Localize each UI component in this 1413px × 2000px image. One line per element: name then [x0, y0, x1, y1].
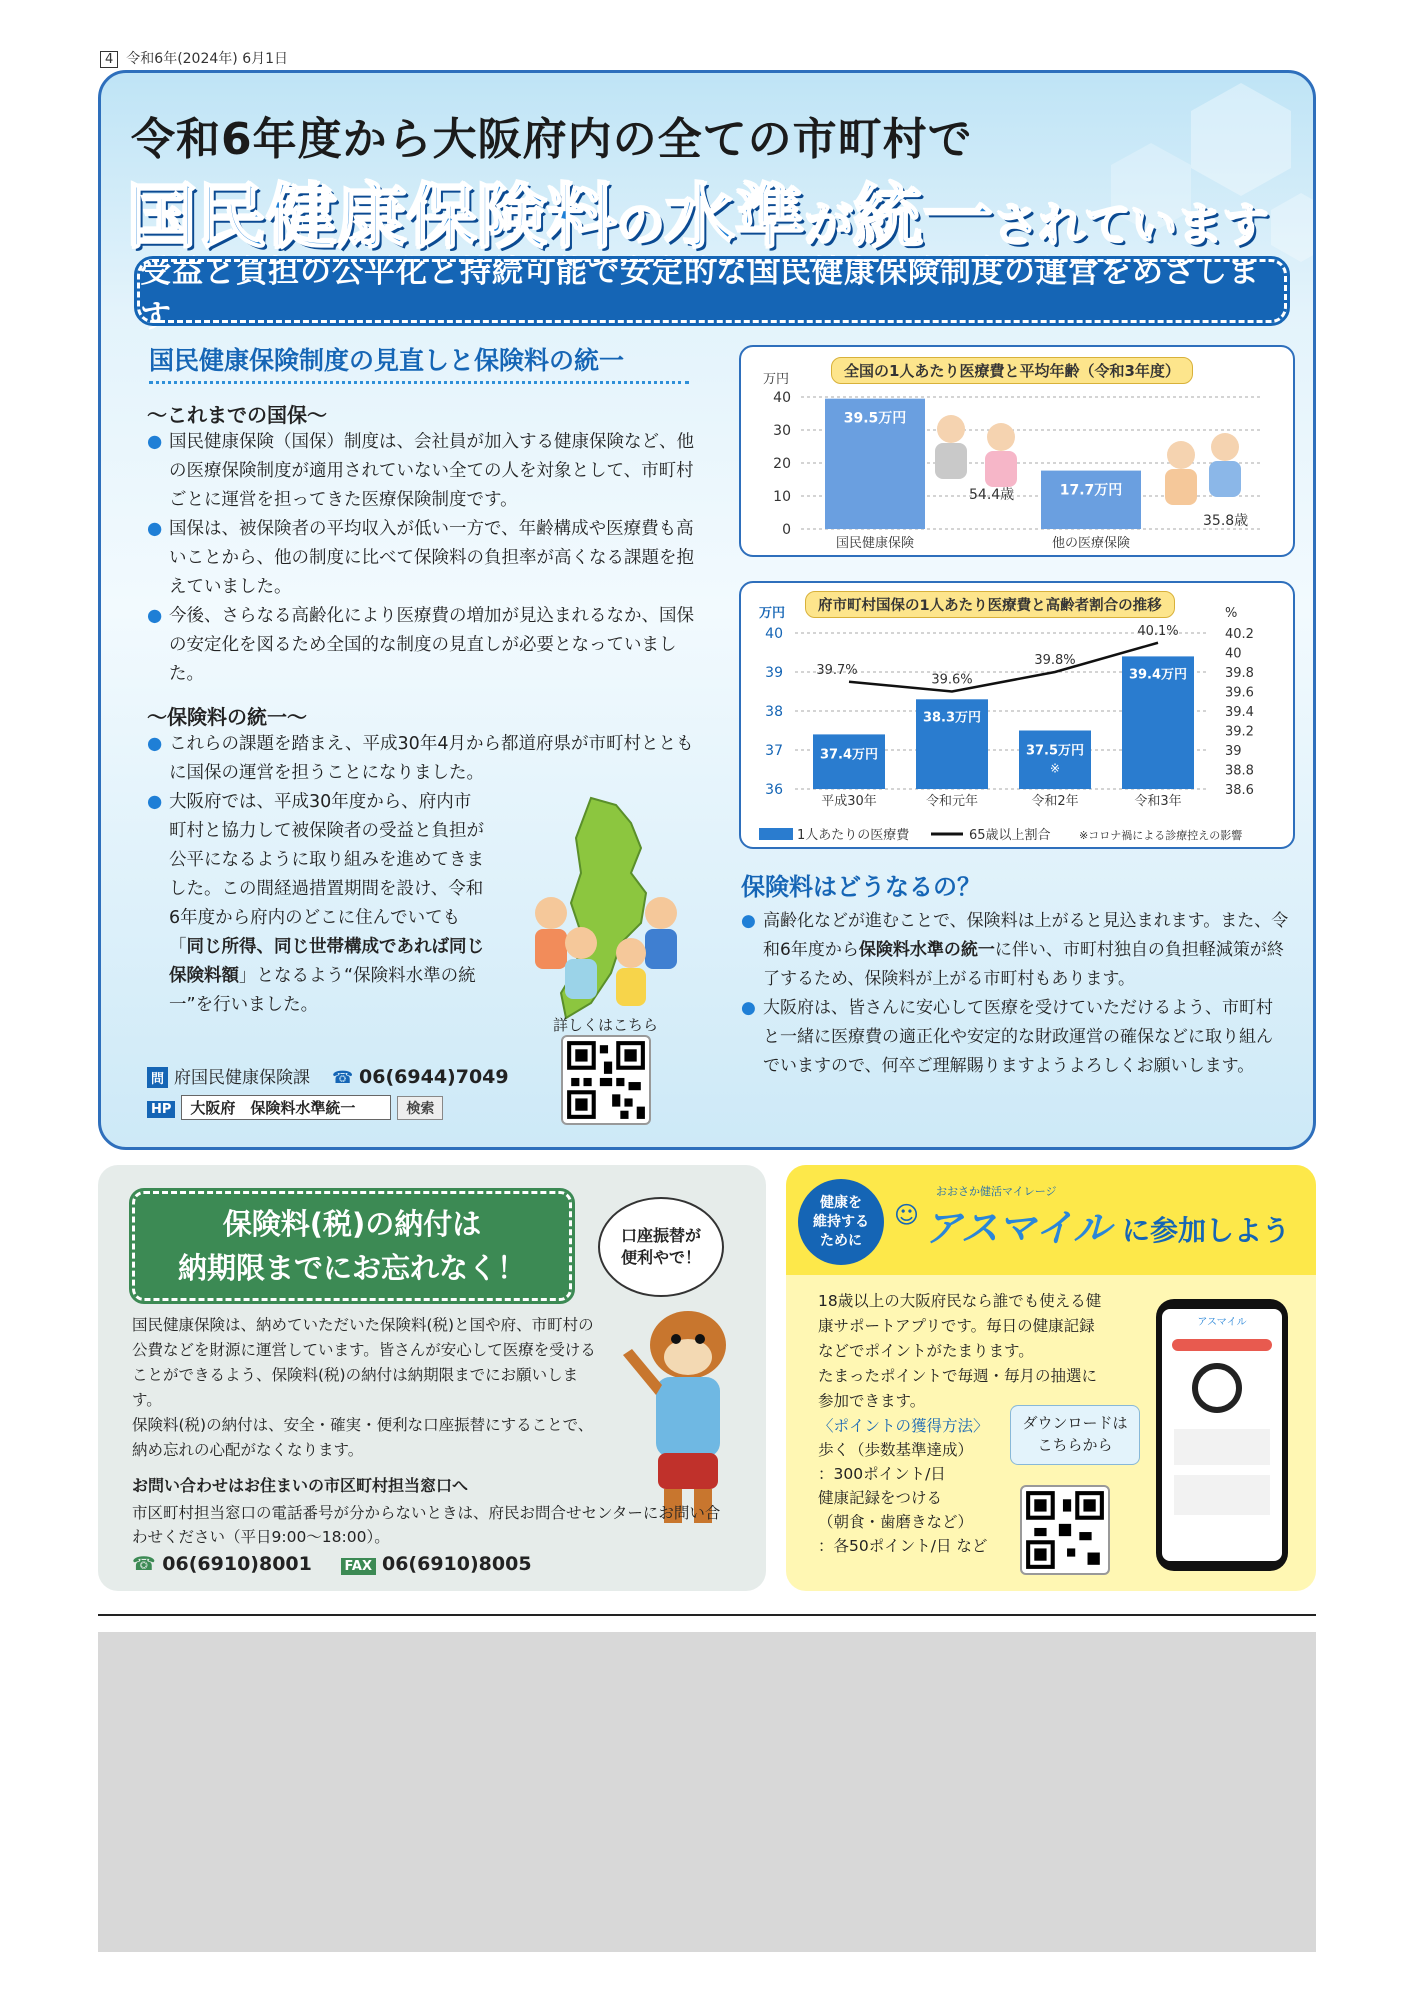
bullet-5-emphasis: 同じ所得、同じ世帯構成であれば同じ保険料額	[169, 937, 484, 986]
payment-contacts	[132, 1553, 532, 1575]
issue-date: 令和6年(2024年) 6月1日	[126, 51, 289, 67]
chart1-category: 国民健康保険	[835, 536, 915, 551]
chart1-person-body	[935, 443, 967, 479]
contact-phone: 06(6944)7049	[359, 1066, 509, 1088]
phone-screen	[1162, 1309, 1282, 1561]
hp-tag: HP	[147, 1101, 175, 1118]
chart2-y2tick: 39	[1225, 744, 1242, 759]
qr-code-icon[interactable]	[561, 1035, 651, 1125]
headline-s2: が	[805, 197, 854, 253]
asmile-text-1: 18歳以上の大阪府民なら誰でも使える健康サポートアプリです。毎日の健康記録などでポイントがたまります。	[818, 1292, 1102, 1360]
phone-illustration	[1156, 1299, 1288, 1571]
chart2-note: ※コロナ禍による診療控えの影響	[1079, 829, 1243, 842]
phone-tab-bar	[1172, 1339, 1272, 1351]
chart1-person-head	[937, 415, 965, 443]
chart2-title: 府市町村国保の1人あたり医療費と高齢者割合の推移	[805, 591, 1175, 618]
chart2-y2tick: 40.2	[1225, 627, 1254, 642]
bullet-2: ● 国保は、被保険者の平均収入が低い一方で、年齢構成や医療費も高いことから、他の制度に比べて保険料の負担率が高くなる課題を抱えていました。	[147, 515, 699, 602]
chart1-person-head	[1211, 433, 1239, 461]
chart2-ytick: 39	[765, 665, 783, 681]
bullet-5-text-b: 」となるよう“保険料水準の統一”を行いました。	[169, 966, 476, 1015]
download-line-1: ダウンロードは	[1022, 1414, 1128, 1432]
payment-fax: 06(6910)8005	[381, 1553, 532, 1575]
premium-emphasis: 保険料水準の統一	[858, 940, 995, 960]
contact-department: 府国民健康保険課	[174, 1068, 311, 1088]
speech-bubble	[598, 1197, 724, 1297]
chart1-person-head	[1167, 441, 1195, 469]
chart2-line-label: 39.7%	[816, 662, 858, 678]
phone-card-2	[1174, 1475, 1270, 1515]
chart2-svg	[741, 583, 1297, 851]
chart2-y2tick: 40	[1225, 646, 1242, 662]
method-5: ：各50ポイント/日 など	[818, 1537, 988, 1555]
payment-tel: 06(6910)8001	[162, 1553, 312, 1575]
chart1-box	[739, 345, 1295, 557]
divider	[98, 1614, 1316, 1616]
asmile-subtitle: おおさか健活マイレージ	[936, 1185, 1057, 1198]
headline-line1: 令和6年度から大阪府内の全ての市町村で	[131, 114, 973, 165]
bullet-4: ● これらの課題を踏まえ、平成30年4月から都道府県が市町村とともに国保の運営を担うことになりました。	[147, 730, 699, 788]
chart1-ytick: 40	[773, 390, 791, 406]
asmile-badge	[798, 1179, 884, 1265]
chart2-bar-label: 37.5万円	[1025, 743, 1085, 759]
chart1-ytick: 0	[782, 522, 791, 538]
section-heading-review: 国民健康保険制度の見直しと保険料の統一	[149, 341, 689, 384]
chart1-title: 全国の1人あたり医療費と平均年齢（令和3年度）	[831, 357, 1193, 384]
chart2-y2tick: 39.4	[1225, 705, 1254, 720]
legend-bar-swatch	[759, 828, 793, 840]
chart2-y2tick: 39.6	[1225, 685, 1254, 701]
chart2-y2tick: 38.8	[1225, 763, 1254, 779]
chart2-y2tick: 39.8	[1225, 666, 1254, 681]
premium-bullet-1	[741, 907, 1289, 994]
asmile-method-title: 〈ポイントの獲得方法〉	[818, 1417, 989, 1435]
fax-tag: FAX	[341, 1558, 376, 1575]
bubble-line-1: 口座振替が	[620, 1226, 701, 1245]
asmile-panel	[786, 1165, 1316, 1591]
subheading-past: 〜これまでの国保〜	[147, 403, 327, 427]
chart1-bar	[1041, 471, 1141, 529]
chart2-covid-mark: ※	[1049, 761, 1061, 776]
chart1-category: 他の医療保険	[1051, 536, 1131, 551]
premium-text-b: に伴い、市町村独自の負担軽減策が終了するため、保険料が上がる市町村もあります。	[763, 940, 1284, 989]
chart1-ytick: 10	[773, 489, 791, 505]
payment-panel	[98, 1165, 766, 1591]
payment-title-2: 納期限までにお忘れなく！	[177, 1251, 526, 1285]
chart1-bar-label: 17.7万円	[1059, 482, 1123, 499]
chart1-bar-label: 39.5万円	[843, 410, 907, 427]
qr-code-icon[interactable]	[1020, 1485, 1110, 1575]
premium-bullet-2: ● 大阪府は、皆さんに安心して医療を受けていただけるよう、市町村と一緒に医療費の適正化や安定的な財政運営の確保などに取り組んでいますので、何卒ご理解賜りますようよろしくお願いします。	[741, 994, 1289, 1081]
phone-icon: ☎	[132, 1553, 156, 1575]
payment-text-1: 国民健康保険は、納めていただいた保険料(税)と国や府、市町村の公費などを財源に運営しています。皆さんが安心して医療を受けることができるよう、保険料(税)の納付は納期限までにお願いします。	[132, 1316, 596, 1409]
section-heading-premium: 保険料はどうなるの？	[741, 873, 981, 901]
chart2-unit-right: %	[1225, 606, 1238, 621]
headline-big2: 水準	[665, 176, 806, 258]
inquiry-heading: お問い合わせはお住まいの市区町村担当窓口へ	[132, 1476, 469, 1495]
asmile-logo: アスマイル	[924, 1206, 1111, 1250]
hp-search-line	[147, 1095, 443, 1120]
chart2-bar-label: 38.3万円	[922, 710, 982, 726]
chart1-ytick: 30	[773, 423, 791, 439]
chart2-line-label: 40.1%	[1137, 623, 1179, 639]
asmile-text-2: たまったポイントで毎週・毎月の抽選に参加できます。	[818, 1367, 1098, 1410]
phone-app-title: アスマイル	[1197, 1317, 1247, 1328]
phone-card	[1174, 1429, 1270, 1465]
chart2-bar-label: 37.4万円	[819, 747, 879, 763]
chart1-svg	[741, 347, 1297, 559]
chart2-ytick: 37	[765, 743, 783, 759]
page-number: 4	[100, 51, 118, 68]
contact-line	[147, 1063, 509, 1088]
payment-body	[132, 1313, 602, 1496]
bullet-5	[147, 788, 487, 1020]
chart1-age-1: 54.4歳	[969, 487, 1015, 503]
method-3: 健康記録をつける	[818, 1489, 943, 1507]
chart2-bar-label: 39.4万円	[1128, 667, 1188, 683]
smile-icon: ☺	[894, 1201, 920, 1229]
page-header	[100, 48, 288, 68]
chart1-person-body	[1165, 469, 1197, 505]
phone-ring	[1192, 1363, 1242, 1413]
chart2-box	[739, 581, 1295, 849]
search-button[interactable]: 検索	[397, 1096, 443, 1120]
chart2-y2tick: 38.6	[1225, 783, 1254, 798]
badge-line-3: ために	[820, 1233, 862, 1249]
headline-big1: 国民健康保険料	[127, 176, 617, 258]
chart2-ytick: 38	[765, 704, 783, 720]
download-line-2: こちらから	[1037, 1436, 1113, 1454]
bubble-line-2: 便利やで！	[620, 1248, 701, 1267]
payment-text-2: 保険料(税)の納付は、安全・確実・便利な口座振替にすることで、納め忘れの心配がなくなります。	[132, 1416, 594, 1459]
contact-tag: 問	[147, 1067, 168, 1088]
blank-area	[98, 1632, 1316, 1952]
chart2-category: 令和2年	[1031, 794, 1079, 809]
headline-s3: されています	[993, 198, 1270, 252]
method-2: ：300ポイント/日	[818, 1465, 946, 1483]
hp-search-input[interactable]: 大阪府 保険料水準統一	[181, 1095, 391, 1120]
badge-line-1: 健康を	[820, 1195, 862, 1211]
main-article	[98, 70, 1316, 1150]
chart1-ytick: 20	[773, 456, 791, 472]
subheading-unify: 〜保険料の統一〜	[147, 705, 307, 729]
bullet-1: ● 国民健康保険（国保）制度は、会社員が加入する健康保険など、他の医療保険制度が適用されていない全ての人を対象として、市町村ごとに運営を担ってきた医療保険制度です。	[147, 428, 699, 515]
premium-text-a: 高齢化などが進むことで、保険料は上がると見込まれます。また、令和6年度から	[763, 911, 1289, 960]
chart2-line-label: 39.8%	[1034, 653, 1076, 668]
chart1-person-body	[1209, 461, 1241, 497]
osaka-map-illustration	[521, 793, 711, 1023]
badge-line-2: 維持する	[813, 1214, 869, 1230]
method-1: 歩く（歩数基準達成）	[818, 1441, 974, 1459]
chart2-unit-left: 万円	[759, 606, 786, 621]
chart1-person-head	[987, 423, 1015, 451]
bullet-3: ● 今後、さらなる高齢化により医療費の増加が見込まれるなか、国保の安定化を図るため全国的な制度の見直しが必要となっていました。	[147, 602, 699, 689]
inquiry-text: 市区町村担当窓口の電話番号が分からないときは、府民お問合せセンターにお問い合わせください（平日9:00〜18:00）。	[132, 1504, 721, 1546]
chart2-category: 令和元年	[925, 794, 979, 809]
chart2-category: 令和3年	[1134, 794, 1182, 809]
chart2-line	[849, 643, 1158, 692]
headline-big3: 統一	[853, 176, 994, 258]
bullet-5-text-a: 大阪府では、平成30年度から、府内市町村と協力して被保険者の受益と負担が公平になるように取り組みを進めてきました。この間経過措置期間を設け、令和6年度から府内のどこに住んでいても「	[169, 792, 484, 957]
payment-title-box	[132, 1191, 572, 1301]
chart2-ytick: 36	[765, 782, 783, 798]
chart1-person-body	[985, 451, 1017, 487]
payment-title-1: 保険料(税)の納付は	[222, 1207, 482, 1241]
chart2-y2tick: 39.2	[1225, 724, 1254, 740]
chart2-ytick: 40	[765, 626, 783, 642]
chart1-age-2: 35.8歳	[1203, 513, 1249, 529]
method-4: （朝食・歯磨きなど）	[818, 1513, 974, 1531]
chart2-category: 平成30年	[821, 794, 877, 809]
more-info-label: 詳しくはこちら	[553, 1016, 659, 1034]
phone-icon: ☎	[331, 1068, 354, 1088]
chart2-bar	[1019, 731, 1091, 790]
asmile-join: に参加しよう	[1122, 1214, 1291, 1247]
right-column	[741, 907, 1289, 1081]
chart1-unit: 万円	[763, 372, 790, 387]
headline-s1: の	[617, 197, 666, 253]
legend-bar-label: 1人あたりの医療費	[797, 828, 910, 843]
chart2-line-label: 39.6%	[931, 672, 973, 688]
download-callout	[1010, 1405, 1140, 1465]
legend-line-label: 65歳以上割合	[969, 828, 1051, 843]
goal-banner: 受益と負担の公平化と持続可能で安定的な国民健康保険制度の運営をめざします	[137, 259, 1287, 323]
